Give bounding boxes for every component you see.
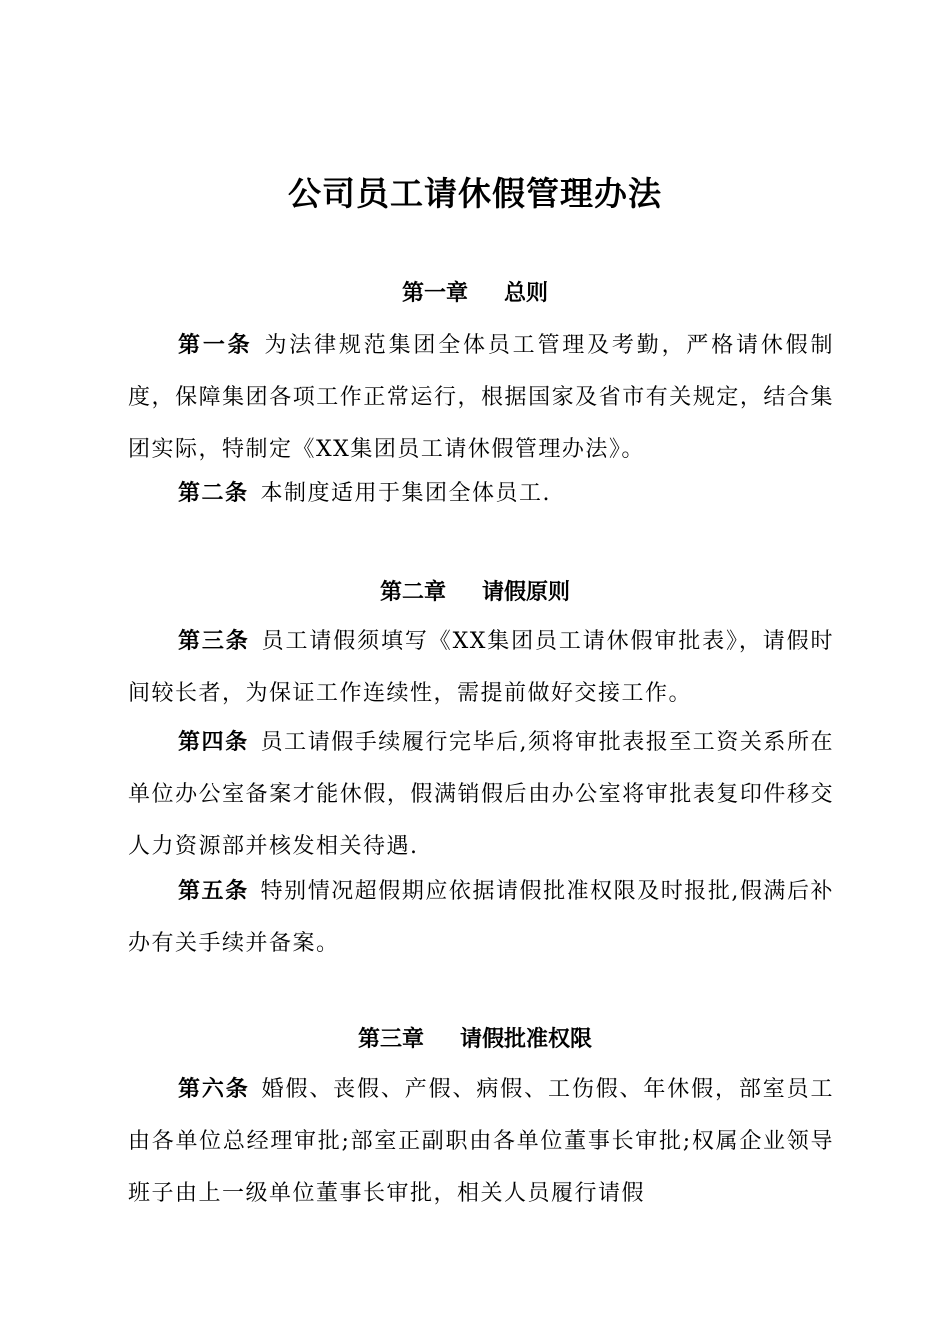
article-text: 婚假、丧假、产假、病假、工伤假、年休假，部室员工由各单位总经理审批;部室正副职由各单位董事长审批;权属企业领导班子由上一级单位董事长审批，相关人员履行请假 [128,1077,834,1206]
chapter-number: 第三章 [357,1027,424,1052]
chapter-heading-3 [0,1024,950,1056]
article-4 [128,717,834,873]
article-text: 特别情况超假期应依据请假批准权限及时报批,假满后补办有关手续并备案。 [128,879,834,956]
article-2 [128,468,834,520]
chapter-number: 第二章 [379,580,446,605]
article-label: 第四条 [178,730,249,755]
article-5 [128,866,834,970]
chapter-heading-1 [0,278,950,310]
article-label: 第二条 [178,481,249,506]
article-label: 第五条 [178,879,249,904]
chapter-heading-2 [0,577,950,609]
article-3 [128,616,834,720]
article-text: 员工请假须填写《XX集团员工请休假审批表》，请假时间较长者，为保证工作连续性，需提前做好交接工作。 [128,629,834,706]
article-label: 第三条 [178,629,250,654]
chapter-name: 请假原则 [482,580,571,605]
article-1 [128,320,834,476]
article-6 [128,1064,834,1220]
article-text: 本制度适用于集团全体员工. [260,481,552,506]
chapter-name: 总则 [504,281,549,306]
document-title: 公司员工请休假管理办法 [288,174,662,213]
article-label: 第六条 [178,1077,250,1102]
article-text: 为法律规范集团全体员工管理及考勤，严格请休假制度，保障集团各项工作正常运行，根据国家及省市有关规定，结合集团实际，特制定《XX集团员工请休假管理办法》。 [128,333,834,462]
article-label: 第一条 [178,333,253,358]
chapter-name: 请假批准权限 [460,1027,593,1052]
chapter-number: 第一章 [401,281,468,306]
article-text: 员工请假手续履行完毕后,须将审批表报至工资关系所在单位办公室备案才能休假，假满销假后由办公室将审批表复印件移交人力资源部并核发相关待遇. [128,730,834,859]
